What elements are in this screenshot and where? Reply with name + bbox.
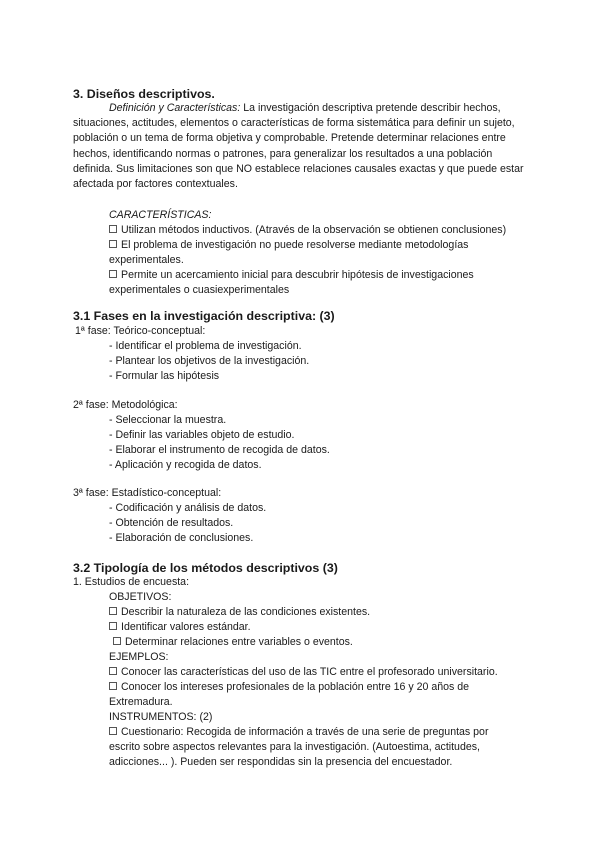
section-3-paragraph (73, 101, 533, 192)
objective-item: Determinar relaciones entre variables o eventos. (113, 635, 353, 650)
phase-2-item: - Aplicación y recogida de datos. (109, 459, 262, 471)
phase-1-item: - Plantear los objetivos de la investigación. (109, 355, 310, 367)
definition-lead: Definición y Características: (109, 102, 241, 114)
checkbox-bullet-icon (109, 225, 117, 233)
phase-1-item: - Identificar el problema de investigación. (109, 340, 302, 352)
phase-3-item: - Obtención de resultados. (109, 517, 234, 529)
phase-2-item: - Definir las variables objeto de estudio. (109, 429, 295, 441)
objective-item: Describir la naturaleza de las condiciones existentes. (109, 605, 370, 620)
checkbox-bullet-icon (109, 240, 117, 248)
checkbox-bullet-icon (109, 667, 117, 675)
phase-2-item: - Elaborar el instrumento de recogida de datos. (109, 444, 330, 456)
checkbox-bullet-icon (109, 622, 117, 630)
checkbox-bullet-icon (109, 682, 117, 690)
section-3-1-title: 3.1 Fases en la investigación descriptiva: (3) (73, 309, 335, 323)
definition-text: La investigación descriptiva pretende describir hechos, situaciones, actitudes, elementos o características de forma sistemática para definir un sujeto, población o un tema de forma objetiva y comprobable. Pretende determinar relaciones entre hechos, identificando normas o patrones, para generalizar los resultados a una población definida. Sus limitaciones son que NO establece relaciones causales exactas y que puede estar afectada por factores contextuales. (73, 102, 524, 191)
phase-3-item: - Elaboración de conclusiones. (109, 532, 254, 544)
examples-label: EJEMPLOS: (109, 651, 169, 663)
characteristics-heading: CARACTERÍSTICAS: (109, 209, 212, 221)
phase-3-label: 3ª fase: Estadístico-conceptual: (73, 487, 222, 499)
example-item: Conocer las características del uso de las TIC entre el profesorado universitario. (109, 665, 498, 680)
survey-studies-item: 1. Estudios de encuesta: (73, 576, 190, 588)
objective-item: Identificar valores estándar. (109, 620, 251, 635)
example-item: Conocer los intereses profesionales de la población entre 16 y 20 años de Extremadura. (109, 681, 470, 709)
checkbox-bullet-icon (109, 727, 117, 735)
characteristic-item: El problema de investigación no puede resolverse mediante metodologías experimentales. (109, 239, 469, 267)
characteristic-item: Utilizan métodos inductivos. (Através de la observación se obtienen conclusiones) (109, 223, 529, 238)
checkbox-bullet-icon (109, 270, 117, 278)
checkbox-bullet-icon (113, 637, 121, 645)
phase-3-item: - Codificación y análisis de datos. (109, 502, 267, 514)
instrument-item: Cuestionario: Recogida de información a través de una serie de preguntas por escrito sobre aspectos relevantes para la investigación. (Autoestima, actitudes, adicciones... ). Pueden ser respondidas sin la presencia del encuestador. (109, 726, 489, 769)
instruments-label: INSTRUMENTOS: (2) (109, 711, 213, 723)
objectives-label: OBJETIVOS: (109, 591, 172, 603)
phase-2-label: 2ª fase: Metodológica: (73, 399, 178, 411)
section-3-title: 3. Diseños descriptivos. (73, 87, 215, 101)
section-3-2-title: 3.2 Tipología de los métodos descriptivos (3) (73, 561, 338, 575)
phase-2-item: - Seleccionar la muestra. (109, 414, 227, 426)
phase-1-label: 1ª fase: Teórico-conceptual: (75, 325, 206, 337)
phase-1-item: - Formular las hipótesis (109, 370, 220, 382)
checkbox-bullet-icon (109, 607, 117, 615)
characteristic-item: Permite un acercamiento inicial para descubrir hipótesis de investigaciones experimentales o cuasiexperimentales (109, 269, 474, 297)
